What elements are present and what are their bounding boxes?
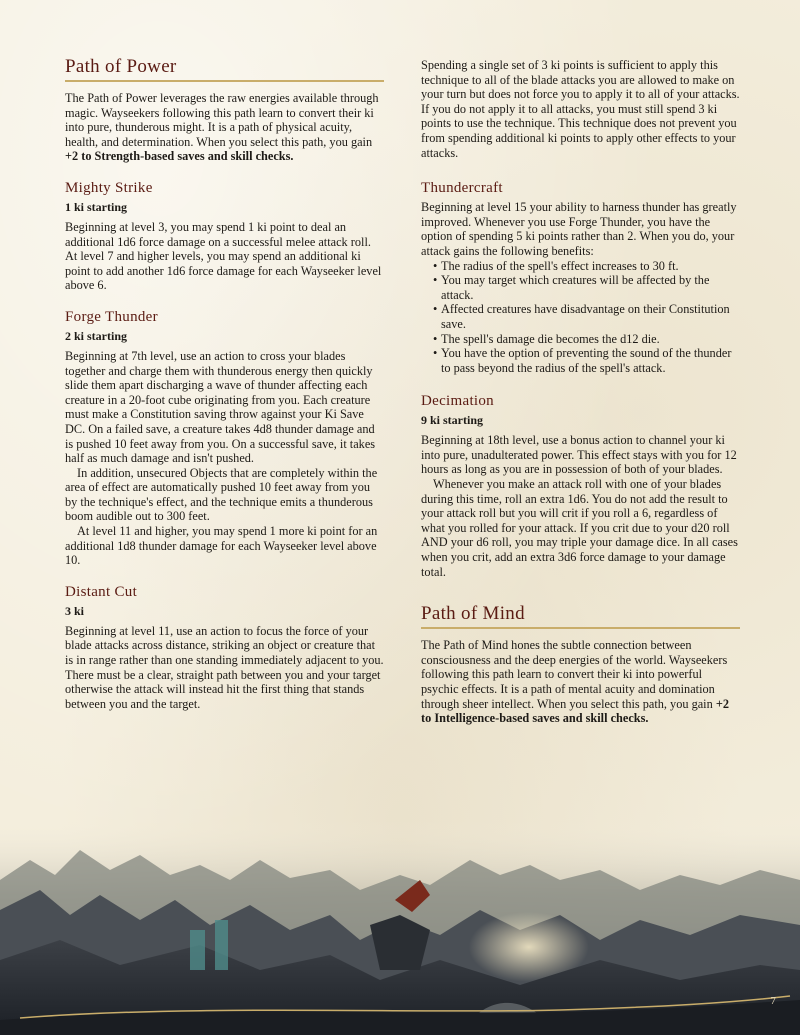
mighty-strike-text: Beginning at level 3, you may spend 1 ki point to deal an additional 1d6 force damage on a successful melee attack roll. At level 7 and higher levels, you may spend an additional ki point to add another 1d6 force damage for each Wayseeker level above 6.	[65, 219, 382, 293]
decimation-paragraph-1: Beginning at 18th level, use a bonus action to channel your ki into pure, unadulterated power. This effect stays with you for 12 hours as long as you are in possession of both of your blades.	[421, 433, 737, 477]
distant-cut-cost: 3 ki	[65, 603, 85, 618]
list-item	[433, 332, 740, 347]
landscape-illustration	[0, 820, 800, 1035]
path-of-mind-intro-text: The Path of Mind hones the subtle connection between consciousness and the deep energies of the world. Wayseekers following this path learn to convert their ki into powerful psychic effects. It is a path of mental acuity and domination through sheer intellect. When you select this path, you gain	[421, 638, 728, 711]
list-item-text: You may target which creatures will be affected by the attack.	[441, 273, 710, 302]
list-item	[433, 346, 740, 375]
bullet-icon: •	[433, 302, 438, 317]
path-of-power-intro	[65, 91, 384, 164]
bullet-icon: •	[433, 346, 438, 361]
subsection-title-forge-thunder: Forge Thunder	[65, 308, 158, 325]
subsection-title-thundercraft: Thundercraft	[421, 180, 503, 197]
path-of-power-intro-bold: +2 to Strength-based saves and skill checks.	[65, 149, 294, 164]
list-item-text: The spell's damage die becomes the d12 die.	[441, 331, 660, 346]
list-item-text: The radius of the spell's effect increases to 30 ft.	[441, 258, 679, 273]
thundercraft-benefits-list	[421, 259, 740, 376]
list-item	[433, 259, 740, 274]
bullet-icon: •	[433, 273, 438, 288]
decimation-paragraph-2: Whenever you make an attack roll with one of your blades during this time, roll an extra 1d6. You do not add the result to your attack roll but you will crit if you roll a 6, regardless of what you rolled for your attack. If you crit due to your d20 roll AND your d6 roll, you may triple your damage dice. In all cases when you crit, add an extra 3d6 force damage to your damage total.	[421, 477, 738, 579]
distant-cut-text: Beginning at level 11, use an action to focus the force of your blade attacks across distance, striking an object or creature that is in range rather than one standing immediately adjacent to you. There must be a clear, straight path between you and your target otherwise the attack will instead hit the first thing that stands between you and the target.	[65, 623, 384, 711]
left-column	[65, 56, 384, 711]
page-number: 7	[770, 995, 776, 1007]
list-item	[433, 273, 740, 302]
path-of-mind-intro-bold: +2 to Intelligence-based saves and skill checks.	[421, 696, 729, 726]
forge-thunder-paragraph-2: In addition, unsecured Objects that are completely within the area of effect are automatically pushed 10 feet away from you by the technique's effect, and the technique emits a thunderous boom audible out to 300 feet.	[65, 465, 378, 524]
subsection-title-distant-cut: Distant Cut	[65, 583, 138, 600]
subsection-title-decimation: Decimation	[421, 393, 494, 410]
bullet-icon: •	[433, 331, 438, 346]
section-title-path-of-mind: Path of Mind	[421, 603, 740, 629]
right-column	[421, 56, 740, 726]
forge-thunder-paragraph-1: Beginning at 7th level, use an action to cross your blades together and charge them with thunderous energy then quickly slide them apart discharging a wave of thunder affecting each creature in a 20-foot cube originating from you. Each creature must make a Constitution saving throw against your Ki Save DC. On a failed save, a creature takes 4d8 thunder damage and is pushed 10 feet away from you. On a successful save, it takes half as much damage and isn't pushed.	[65, 348, 376, 466]
bullet-icon: •	[433, 258, 438, 273]
path-of-mind-intro	[421, 638, 740, 726]
distant-cut-continuation: Spending a single set of 3 ki points is sufficient to apply this technique to all of the blade attacks you are allowed to make on your turn but does not force you to apply it to all of your attacks. If you do not apply it to all attacks, you must still spend 3 ki points to use the technique. This technique does not prevent you from spending additional ki points to apply other effects to your attacks.	[421, 58, 740, 160]
mighty-strike-cost: 1 ki starting	[65, 199, 128, 214]
list-item	[433, 302, 740, 331]
list-item-text: Affected creatures have disadvantage on their Constitution save.	[441, 302, 730, 331]
section-title-path-of-power: Path of Power	[65, 56, 384, 82]
subsection-title-mighty-strike: Mighty Strike	[65, 179, 153, 196]
forge-thunder-cost: 2 ki starting	[65, 328, 128, 343]
thundercraft-text: Beginning at level 15 your ability to harness thunder has greatly improved. Whenever you use Forge Thunder, you have the option of spending 5 ki points rather than 2. When you do, your attack gains the following benefits:	[421, 200, 737, 258]
forge-thunder-paragraph-3: At level 11 and higher, you may spend 1 more ki point for an additional 1d8 thunder damage for each Wayseeker level above 10.	[65, 524, 378, 568]
decimation-cost: 9 ki starting	[421, 413, 484, 428]
path-of-power-intro-text: The Path of Power leverages the raw energies available through magic. Wayseekers following this path learn to convert their ki into pure, thunderous might. It is a path of physical acuity, health, and determination. When you select this path, you gain	[65, 91, 379, 149]
list-item-text: You have the option of preventing the sound of the thunder to pass beyond the radius of the spell's attack.	[441, 346, 732, 375]
